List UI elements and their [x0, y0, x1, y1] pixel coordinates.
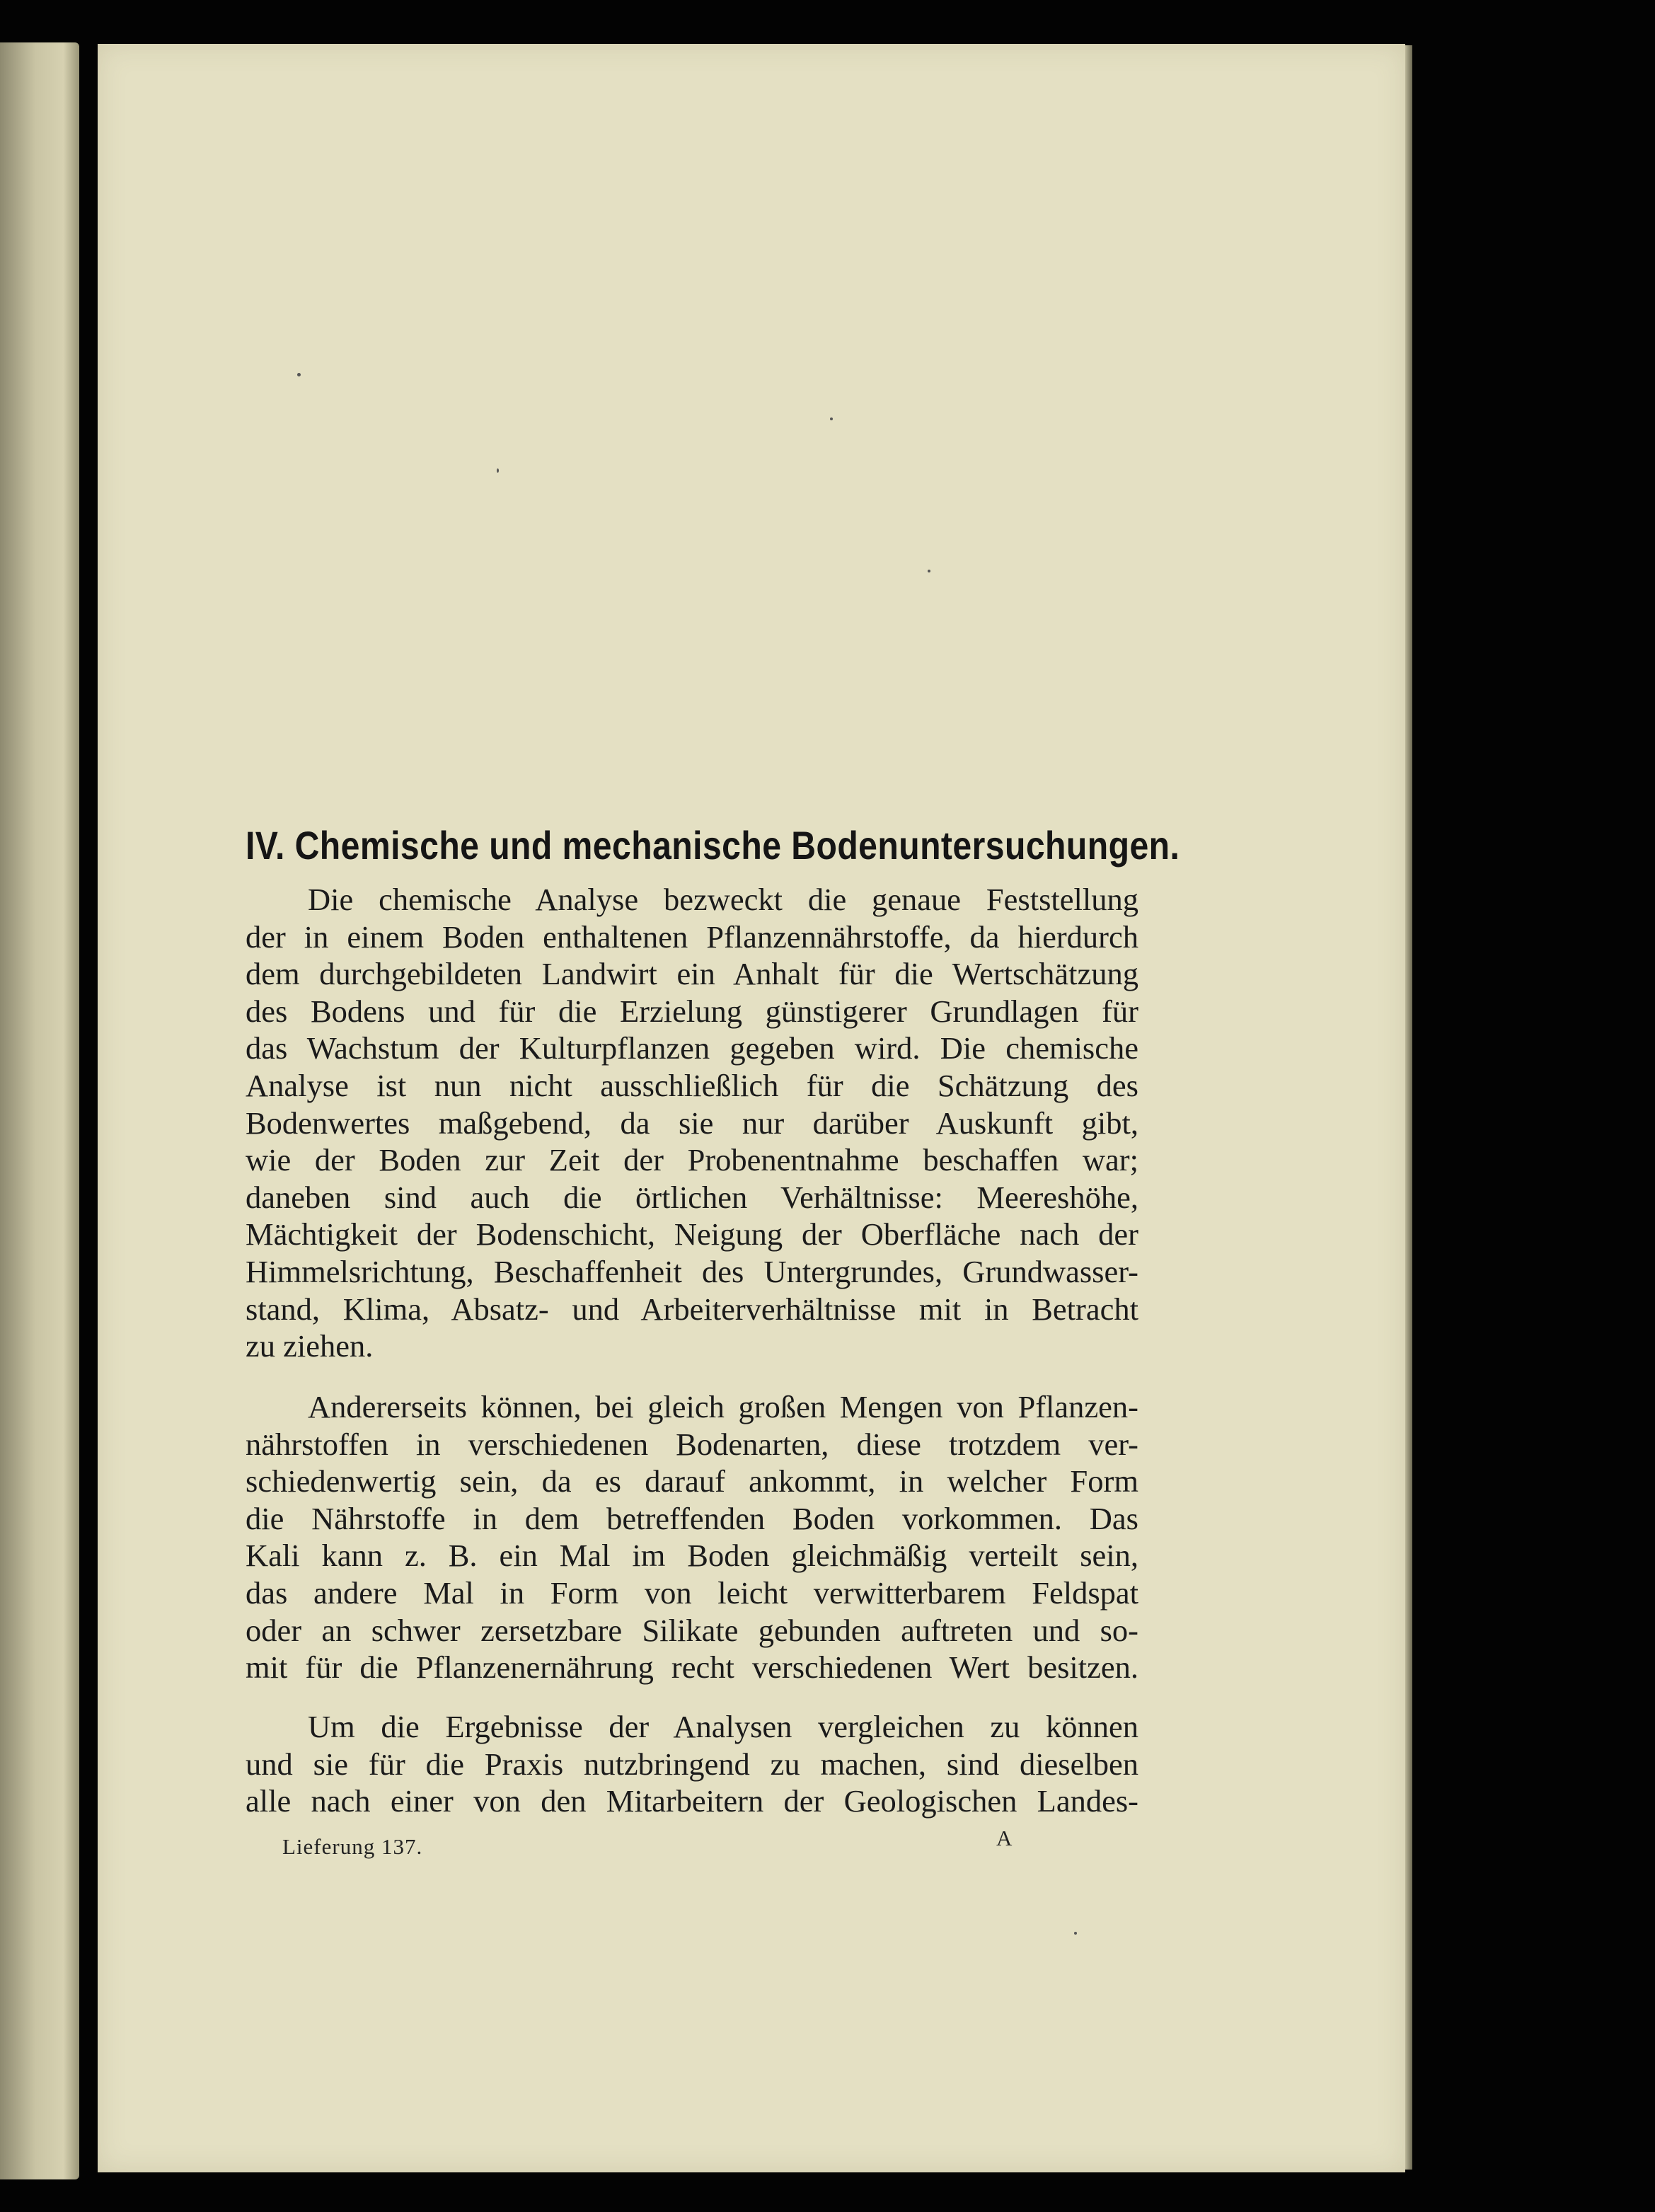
- text-line: alle nach einer von den Mitarbeitern der Geologischen Landes-: [246, 1783, 1138, 1819]
- chapter-heading: IV. Chemische und mechanische Bodenuntersuchungen.: [246, 823, 1180, 868]
- text-line: zu ziehen.: [246, 1328, 374, 1364]
- text-line: des Bodens und für die Erzielung günstigerer Grundlagen für: [246, 993, 1138, 1029]
- paper-speck: [928, 570, 930, 572]
- text-line: stand, Klima, Absatz- und Arbeiterverhältnisse mit in Betracht: [246, 1291, 1138, 1327]
- text-line: daneben sind auch die örtlichen Verhältnisse: Meereshöhe,: [246, 1179, 1138, 1215]
- page-fore-edge: [1405, 45, 1412, 2170]
- text-line: Himmelsrichtung, Beschaffenheit des Untergrundes, Grundwasser-: [246, 1253, 1138, 1289]
- paragraph-1: [246, 881, 1138, 1365]
- text-line: Andererseits können, bei gleich großen Mengen von Pflanzen-: [308, 1389, 1138, 1424]
- paper-speck: [497, 468, 499, 473]
- text-line: dem durchgebildeten Landwirt ein Anhalt für die Wertschätzung: [246, 956, 1138, 992]
- signature-mark: A: [996, 1826, 1013, 1850]
- text-line: das andere Mal in Form von leicht verwitterbarem Feldspat: [246, 1574, 1138, 1611]
- text-line: oder an schwer zersetzbare Silikate gebunden auftreten und so-: [246, 1612, 1138, 1648]
- text-line: wie der Boden zur Zeit der Probenentnahme beschaffen war;: [246, 1142, 1138, 1178]
- text-line: Kali kann z. B. ein Mal im Boden gleichmäßig verteilt sein,: [246, 1538, 1138, 1574]
- paper-speck: [1074, 1932, 1077, 1935]
- previous-page-edge: [0, 42, 79, 2179]
- text-line: das Wachstum der Kulturpflanzen gegeben wird. Die chemische: [246, 1030, 1138, 1066]
- text-line: Um die Ergebnisse der Analysen vergleichen zu können: [308, 1709, 1138, 1744]
- text-line: schiedenwertig sein, da es darauf ankommt, in welcher Form: [246, 1463, 1138, 1499]
- text-line: der in einem Boden enthaltenen Pflanzennährstoffe, da hierdurch: [246, 918, 1138, 955]
- paper-speck: [830, 417, 833, 420]
- text-line: mit für die Pflanzenernährung recht verschiedenen Wert besitzen.: [246, 1649, 1138, 1686]
- paragraph-3: [246, 1708, 1138, 1820]
- text-line: die Nährstoffe in dem betreffenden Boden vorkommen. Das: [246, 1500, 1138, 1536]
- text-line: nährstoffen in verschiedenen Bodenarten, diese trotzdem ver-: [246, 1426, 1138, 1462]
- text-line: Bodenwertes maßgebend, da sie nur darüber Auskunft gibt,: [246, 1105, 1138, 1141]
- paper-speck: [297, 373, 301, 376]
- text-line: Die chemische Analyse bezweckt die genaue Feststellung: [308, 882, 1138, 917]
- text-line: Mächtigkeit der Bodenschicht, Neigung der Oberfläche nach der: [246, 1216, 1138, 1252]
- paragraph-2: [246, 1388, 1138, 1686]
- footer-delivery-note: Lieferung 137.: [282, 1834, 423, 1859]
- text-line: und sie für die Praxis nutzbringend zu machen, sind dieselben: [246, 1746, 1138, 1782]
- text-line: Analyse ist nun nicht ausschließlich für die Schätzung des: [246, 1067, 1138, 1103]
